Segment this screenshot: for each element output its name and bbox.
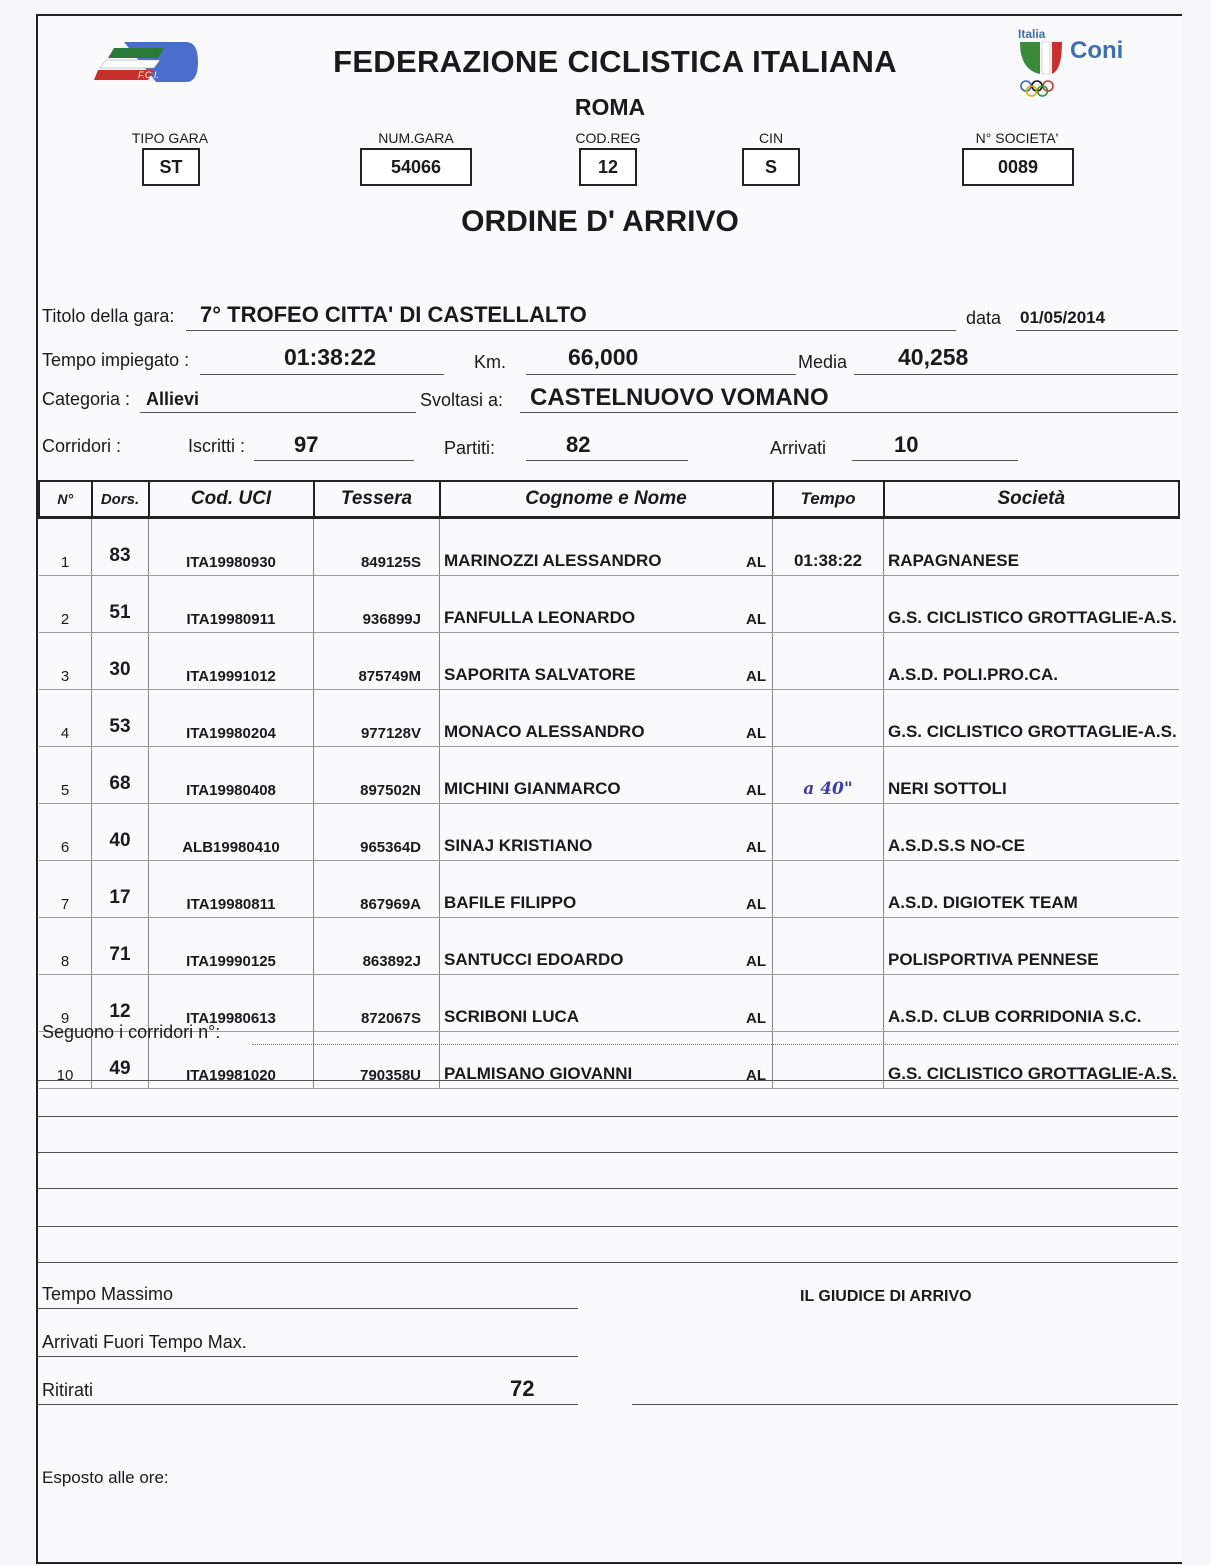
col-tessera: Tessera <box>314 481 440 518</box>
table-row <box>39 747 1179 804</box>
fci-logo-text: F.C.I. <box>138 70 159 80</box>
row-tempo: a 40" <box>773 747 884 804</box>
retired-label: Ritirati <box>42 1380 94 1400</box>
row-uci-code: ITA19981020 <box>149 1032 314 1089</box>
row-uci-code: ITA19991012 <box>149 633 314 690</box>
n-societa-box: 0089 <box>962 148 1074 186</box>
row-dorsal: 68 <box>92 747 149 804</box>
out-of-time-line <box>38 1356 578 1357</box>
row-societa: NERI SOTTOLI <box>884 747 1180 804</box>
row-name <box>440 804 773 861</box>
max-time-line <box>38 1308 578 1309</box>
row-name <box>440 518 773 576</box>
tipo-gara-label: TIPO GARA <box>131 130 209 146</box>
row-tempo <box>773 633 884 690</box>
row-societa: POLISPORTIVA PENNESE <box>884 918 1180 975</box>
race-place: CASTELNUOVO VOMANO <box>530 384 829 411</box>
row-number: 1 <box>39 518 92 576</box>
arrived-line <box>852 460 1018 461</box>
row-name-text: SINAJ KRISTIANO <box>444 836 593 855</box>
row-category: AL <box>746 782 766 799</box>
fci-logo <box>94 38 198 86</box>
row-societa: A.S.D. POLI.PRO.CA. <box>884 633 1180 690</box>
follow-line-2 <box>38 1116 1178 1117</box>
riders-label: Corridori : <box>42 436 122 456</box>
started-line <box>526 460 688 461</box>
row-tempo <box>773 804 884 861</box>
row-tessera: 863892J <box>314 918 440 975</box>
row-number: 6 <box>39 804 92 861</box>
row-number: 8 <box>39 918 92 975</box>
follow-line-4 <box>38 1188 1178 1189</box>
km-line <box>526 374 796 375</box>
out-of-time-label: Arrivati Fuori Tempo Max. <box>42 1332 247 1352</box>
row-tessera: 875749M <box>314 633 440 690</box>
race-title: 7° TROFEO CITTA' DI CASTELLALTO <box>200 302 587 327</box>
follow-line-3 <box>38 1152 1178 1153</box>
race-title-line <box>186 330 956 331</box>
row-number: 2 <box>39 576 92 633</box>
document-title: ORDINE D' ARRIVO <box>461 205 739 238</box>
row-name-text: MICHINI GIANMARCO <box>444 779 621 798</box>
row-dorsal: 83 <box>92 518 149 576</box>
table-row <box>39 861 1179 918</box>
row-uci-code: ITA19980811 <box>149 861 314 918</box>
tipo-gara-box: ST <box>142 148 200 186</box>
row-number: 7 <box>39 861 92 918</box>
col-dors: Dors. <box>92 481 149 518</box>
race-avg: 40,258 <box>898 344 969 370</box>
started-count: 82 <box>566 432 591 457</box>
started-label: Partiti: <box>444 438 496 458</box>
row-number: 5 <box>39 747 92 804</box>
row-number: 4 <box>39 690 92 747</box>
n-societa-label: N° SOCIETA' <box>975 130 1059 146</box>
row-societa: A.S.D. DIGIOTEK TEAM <box>884 861 1180 918</box>
row-tempo <box>773 861 884 918</box>
row-dorsal: 71 <box>92 918 149 975</box>
row-uci-code: ITA19980911 <box>149 576 314 633</box>
race-title-label: Titolo della gara: <box>42 306 175 326</box>
row-societa: G.S. CICLISTICO GROTTAGLIE-A.S. <box>884 576 1180 633</box>
col-uci: Cod. UCI <box>149 481 314 518</box>
row-uci-code: ITA19980930 <box>149 518 314 576</box>
table-header-row <box>39 481 1179 518</box>
category-label: Categoria : <box>42 389 131 409</box>
retired-count: 72 <box>510 1376 535 1401</box>
registered-count: 97 <box>294 432 319 457</box>
row-category: AL <box>746 1010 766 1027</box>
row-tempo: 01:38:22 <box>773 518 884 576</box>
col-n: N° <box>39 481 92 518</box>
row-uci-code: ALB19980410 <box>149 804 314 861</box>
date-line <box>1016 330 1178 331</box>
table-row <box>39 804 1179 861</box>
row-name <box>440 633 773 690</box>
row-tessera: 897502N <box>314 747 440 804</box>
row-tessera: 965364D <box>314 804 440 861</box>
num-gara-box: 54066 <box>360 148 472 186</box>
row-dorsal: 30 <box>92 633 149 690</box>
row-tempo <box>773 975 884 1032</box>
results-table <box>38 480 1180 1089</box>
row-category: AL <box>746 554 766 571</box>
row-societa: A.S.D.S.S NO-CE <box>884 804 1180 861</box>
km-label: Km. <box>474 352 507 372</box>
row-number: 9 <box>39 975 92 1032</box>
registered-line <box>254 460 414 461</box>
judge-signature-line <box>632 1404 1178 1405</box>
row-category: AL <box>746 611 766 628</box>
row-uci-code: ITA19980613 <box>149 975 314 1032</box>
row-name-text: FANFULLA LEONARDO <box>444 608 636 627</box>
row-dorsal: 53 <box>92 690 149 747</box>
col-name: Cognome e Nome <box>440 481 773 518</box>
row-category: AL <box>746 725 766 742</box>
follow-line-0 <box>252 1044 1178 1045</box>
row-societa: A.S.D. CLUB CORRIDONIA S.C. <box>884 975 1180 1032</box>
cin-label: CIN <box>758 130 784 146</box>
row-name <box>440 690 773 747</box>
time-line <box>200 374 444 375</box>
cin-box: S <box>742 148 800 186</box>
col-tempo: Tempo <box>773 481 884 518</box>
city-label: ROMA <box>574 94 646 120</box>
row-tessera: 867969A <box>314 861 440 918</box>
row-name <box>440 918 773 975</box>
row-dorsal: 12 <box>92 975 149 1032</box>
row-number: 10 <box>39 1032 92 1089</box>
row-name <box>440 576 773 633</box>
row-societa: G.S. CICLISTICO GROTTAGLIE-A.S. <box>884 1032 1180 1089</box>
row-tessera: 849125S <box>314 518 440 576</box>
category-line <box>140 412 416 413</box>
place-label: Svoltasi a: <box>420 390 504 410</box>
row-number: 3 <box>39 633 92 690</box>
row-category: AL <box>746 1067 766 1084</box>
row-uci-code: ITA19980204 <box>149 690 314 747</box>
date-label: data <box>966 308 1002 328</box>
judge-label: IL GIUDICE DI ARRIVO <box>800 1288 972 1305</box>
row-category: AL <box>746 896 766 913</box>
row-dorsal: 51 <box>92 576 149 633</box>
row-dorsal: 49 <box>92 1032 149 1089</box>
follow-line-1 <box>38 1080 1178 1081</box>
row-name <box>440 747 773 804</box>
table-row <box>39 918 1179 975</box>
avg-line <box>854 374 1178 375</box>
coni-logo-top: Italia <box>1018 27 1046 41</box>
follow-line-5 <box>38 1226 1178 1227</box>
row-name <box>440 861 773 918</box>
retired-line <box>38 1404 578 1405</box>
place-line <box>520 412 1178 413</box>
num-gara-label: NUM.GARA <box>378 130 454 146</box>
arrived-count: 10 <box>894 432 919 457</box>
table-row <box>39 518 1179 576</box>
table-row <box>39 576 1179 633</box>
row-name <box>440 975 773 1032</box>
race-time: 01:38:22 <box>284 344 377 370</box>
row-name-text: BAFILE FILIPPO <box>444 893 577 912</box>
row-category: AL <box>746 953 766 970</box>
race-date: 01/05/2014 <box>1020 308 1106 327</box>
row-uci-code: ITA19980408 <box>149 747 314 804</box>
row-dorsal: 17 <box>92 861 149 918</box>
row-societa: RAPAGNANESE <box>884 518 1180 576</box>
table-row <box>39 690 1179 747</box>
time-label: Tempo impiegato : <box>42 350 190 370</box>
race-category: Allievi <box>146 389 200 409</box>
row-tessera: 936899J <box>314 576 440 633</box>
col-societa: Società <box>884 481 1180 518</box>
row-tempo <box>773 918 884 975</box>
follow-line-6 <box>38 1262 1178 1263</box>
row-dorsal: 40 <box>92 804 149 861</box>
cod-reg-label: COD.REG <box>575 130 641 146</box>
avg-label: Media <box>798 352 848 372</box>
federation-title: FEDERAZIONE CICLISTICA ITALIANA <box>333 44 897 79</box>
row-name-text: MARINOZZI ALESSANDRO <box>444 551 662 570</box>
posted-label: Esposto alle ore: <box>42 1468 169 1487</box>
row-tessera: 790358U <box>314 1032 440 1089</box>
row-category: AL <box>746 668 766 685</box>
coni-logo-name: Coni <box>1070 37 1124 64</box>
row-name-text: SCRIBONI LUCA <box>444 1007 580 1026</box>
row-category: AL <box>746 839 766 856</box>
row-tempo <box>773 576 884 633</box>
row-name-text: SAPORITA SALVATORE <box>444 665 636 684</box>
follow-label: Seguono i corridori n°: <box>42 1022 221 1042</box>
row-societa: G.S. CICLISTICO GROTTAGLIE-A.S. <box>884 690 1180 747</box>
table-row <box>39 633 1179 690</box>
coni-logo <box>1016 26 1146 102</box>
row-uci-code: ITA19990125 <box>149 918 314 975</box>
row-tessera: 977128V <box>314 690 440 747</box>
row-name-text: MONACO ALESSANDRO <box>444 722 645 741</box>
row-name-text: SANTUCCI EDOARDO <box>444 950 624 969</box>
race-km: 66,000 <box>568 344 639 370</box>
row-tessera: 872067S <box>314 975 440 1032</box>
arrived-label: Arrivati <box>770 438 827 458</box>
row-name-text: PALMISANO GIOVANNI <box>444 1064 633 1083</box>
row-tempo <box>773 690 884 747</box>
cod-reg-box: 12 <box>579 148 637 186</box>
max-time-label: Tempo Massimo <box>42 1284 174 1304</box>
registered-label: Iscritti : <box>188 436 245 456</box>
